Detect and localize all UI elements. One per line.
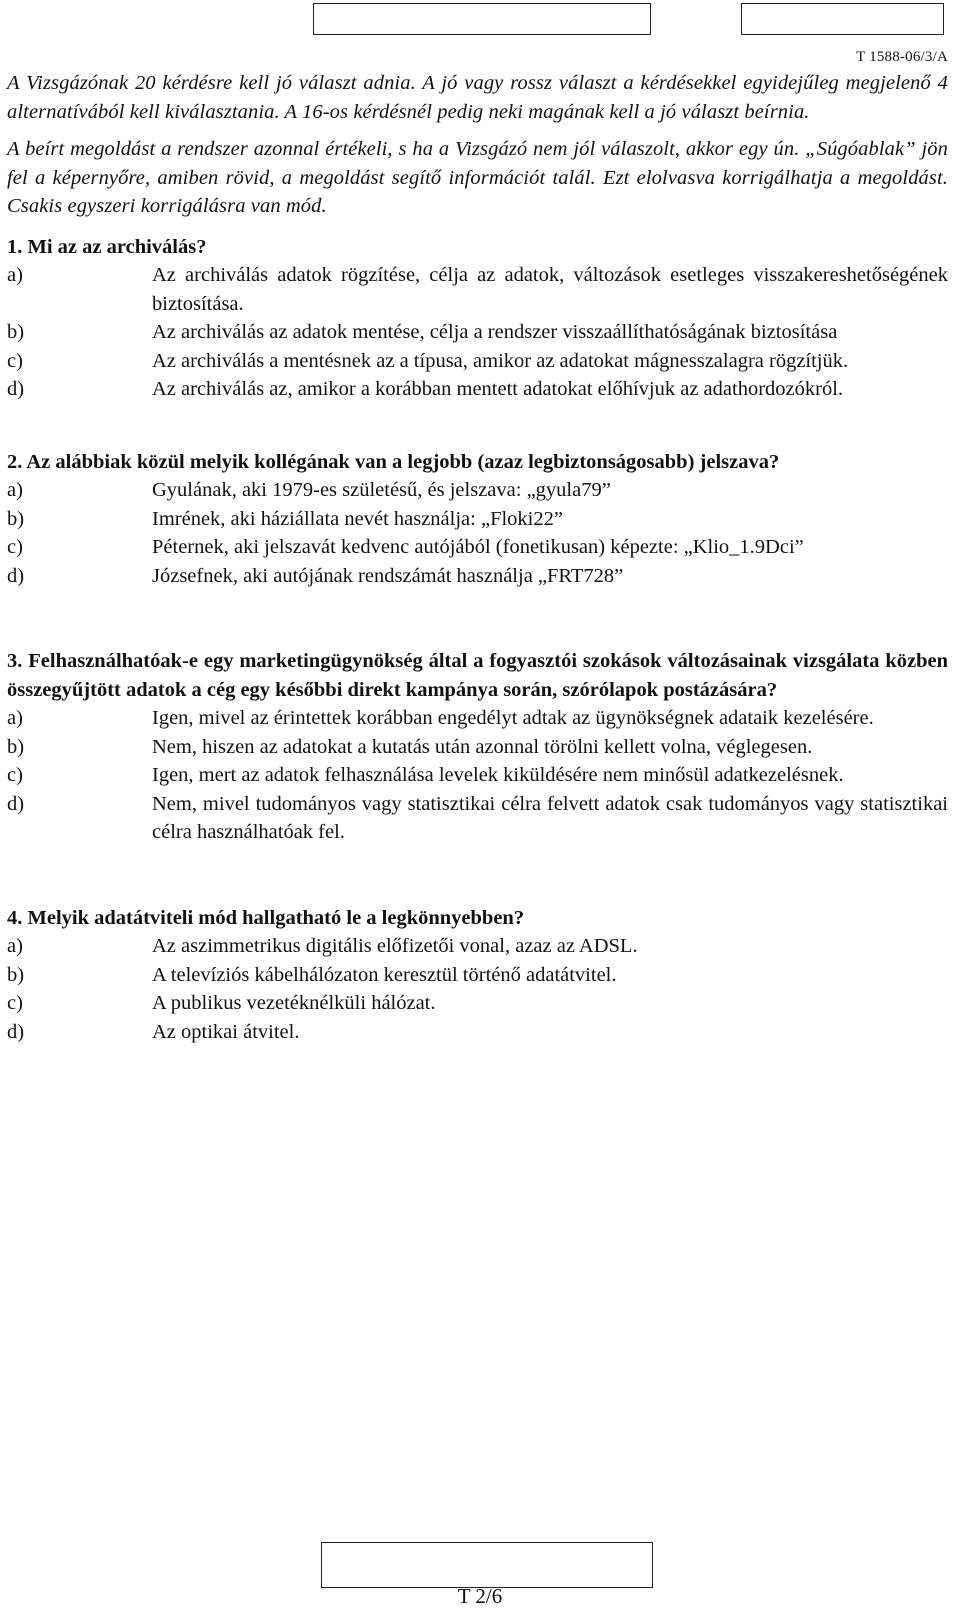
header-empty-box-left [313,3,651,35]
footer-empty-box [321,1542,653,1588]
answer-option-a[interactable] [7,261,948,318]
answer-options [7,476,948,590]
option-text: Péternek, aki jelszavát kedvenc autójából (fonetikusan) képezte: „Klio_1.9Dci” [152,536,804,558]
answer-option-a[interactable] [7,704,948,733]
option-letter: b) [7,507,25,530]
answer-option-c[interactable] [7,761,948,790]
option-letter: d) [7,792,25,815]
option-text: A televíziós kábelhálózaton keresztül történő adatátvitel. [152,963,617,986]
option-text: Nem, mivel tudományos vagy statisztikai célra felvett adatok csak tudományos vagy statisztikai célra használhatóak fel. [152,792,948,843]
option-letter: a) [7,707,23,729]
option-text: A publikus vezetéknélküli hálózat. [152,992,436,1014]
option-text: Igen, mert az adatok felhasználása levelek kiküldésére nem minősül adatkezelésnek. [152,764,844,786]
option-letter: b) [7,321,25,343]
answer-option-b[interactable] [7,505,948,534]
option-text: Az archiválás az, amikor a korábban mentett adatokat előhívjuk az adathordozókról. [152,378,844,400]
question-title: 1. Mi az az archiválás? [7,235,207,258]
option-text: Az archiválás adatok rögzítése, célja az adatok, változások esetleges visszakereshetőségének biztosítása. [152,264,948,315]
option-letter: b) [7,735,25,758]
question-title: 2. Az alábbiak közül melyik kollégának van a legjobb (azaz legbiztonságosabb) jelszava? [7,450,780,473]
option-text: Józsefnek, aki autójának rendszámát használja „FRT728” [152,564,624,587]
instructions-paragraph: A beírt megoldást a rendszer azonnal értékeli, s ha a Vizsgázó nem jól válaszolt, akkor egy ún. „Súgóablak” jön fel a képernyőre, amiben rövid, a megoldást segítő információt talál. Ezt elolvasva korrigálhatja a megoldást. Csakis egyszeri korrigálásra van mód. [7,138,948,217]
exam-content [7,69,948,1046]
option-letter: b) [7,963,25,986]
question-1 [7,233,948,404]
option-text: Igen, mivel az érintettek korábban engedélyt adtak az ügynökségnek adataik kezelésére. [152,707,874,729]
answer-option-d[interactable] [7,790,948,847]
question-4 [7,904,948,1047]
option-text: Nem, hiszen az adatokat a kutatás után azonnal törölni kellett volna, véglegesen. [152,735,813,758]
document-code: T 1588-06/3/A [856,49,948,65]
answer-option-c[interactable] [7,347,948,376]
answer-options [7,932,948,1046]
option-text: Az optikai átvitel. [152,1020,300,1043]
option-letter: c) [7,349,23,372]
option-letter: a) [7,264,23,286]
answer-option-c[interactable] [7,989,948,1018]
option-letter: c) [7,536,23,558]
answer-option-b[interactable] [7,318,948,347]
answer-option-d[interactable] [7,375,948,404]
answer-option-a[interactable] [7,932,948,961]
answer-option-a[interactable] [7,476,948,505]
question-2 [7,448,948,591]
answer-options [7,261,948,404]
question-3 [7,647,948,847]
option-letter: c) [7,764,23,786]
answer-options [7,704,948,847]
answer-option-b[interactable] [7,733,948,762]
answer-option-d[interactable] [7,562,948,591]
option-letter: a) [7,935,23,957]
option-letter: d) [7,1020,25,1043]
answer-option-d[interactable] [7,1018,948,1047]
answer-option-b[interactable] [7,961,948,990]
option-letter: d) [7,564,25,587]
option-text: Gyulának, aki 1979-es születésű, és jelszava: „gyula79” [152,479,611,501]
option-text: Imrének, aki háziállata nevét használja: „Floki22” [152,507,563,530]
answer-option-c[interactable] [7,533,948,562]
page-number: T 2/6 [457,1584,503,1608]
option-text: Az archiválás az adatok mentése, célja a rendszer visszaállíthatóságának biztosítása [152,321,838,343]
instructions-paragraph: A Vizsgázónak 20 kérdésre kell jó választ adnia. A jó vagy rossz választ a kérdésekkel egyidejűleg megjelenő 4 alternatívából kell kiválasztania. A 16-os kérdésnél pedig neki magának kell a jó választ beírnia. [7,72,948,123]
header-empty-box-right [741,3,944,35]
question-title: 3. Felhasználhatóak-e egy marketingügynökség által a fogyasztói szokások változásainak vizsgálata közben összegyűjtött adatok a cég egy későbbi direkt kampánya során, szórólapok postázására? [7,650,948,701]
instructions [7,69,948,221]
option-letter: d) [7,378,25,400]
option-text: Az archiválás a mentésnek az a típusa, amikor az adatokat mágnesszalagra rögzítjük. [152,349,849,372]
option-letter: a) [7,479,23,501]
option-letter: c) [7,992,23,1014]
option-text: Az aszimmetrikus digitális előfizetői vonal, azaz az ADSL. [152,935,638,957]
question-title: 4. Melyik adatátviteli mód hallgatható le a legkönnyebben? [7,906,525,929]
